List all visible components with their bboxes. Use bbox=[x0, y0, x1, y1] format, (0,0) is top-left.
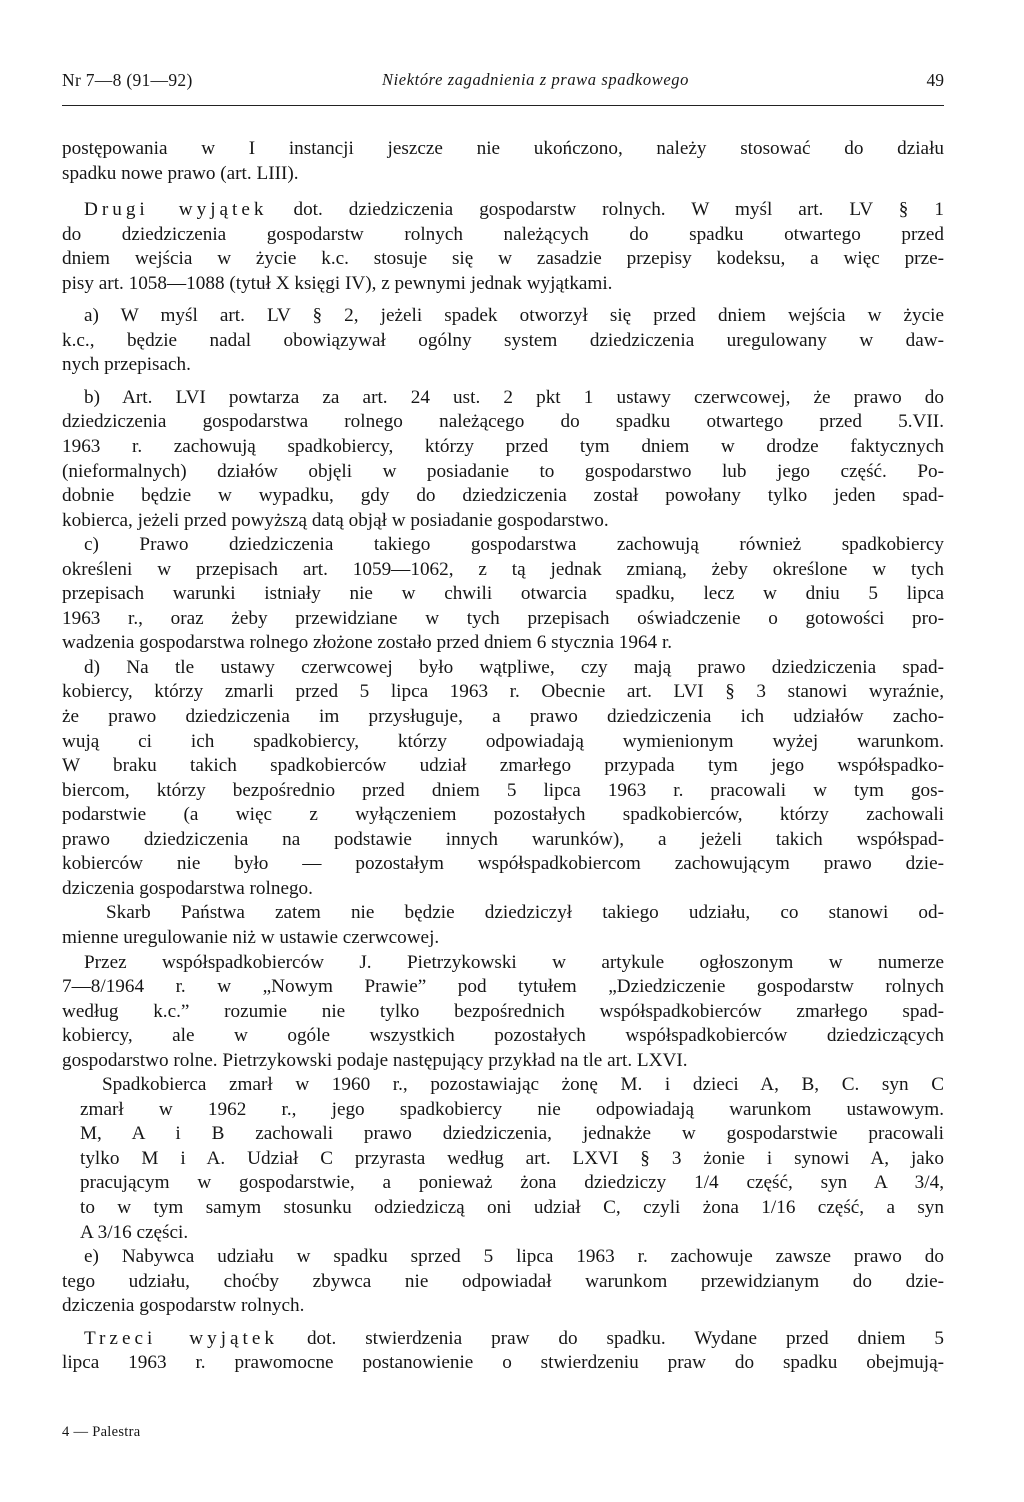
text-line: kobiercy, ale w ogóle wszystkich pozostałych współspadkobierców dziedziczących bbox=[62, 1025, 944, 1047]
paragraph-second-exception bbox=[62, 198, 944, 296]
text-line: dziedziczenia gospodarstwa rolnego należącego do spadku otwartego przed 5.VII. bbox=[62, 411, 944, 433]
item-a bbox=[62, 304, 944, 378]
text-run: dot. stwierdzenia praw do spadku. Wydane przed dniem 5 bbox=[278, 1327, 944, 1349]
item-d bbox=[62, 656, 944, 901]
spaced-heading: Drugi wyjątek bbox=[84, 199, 268, 221]
text-line: (nieformalnych) działów objęli w posiadanie to gospodarstwo lub jego część. Po- bbox=[62, 460, 944, 482]
text-line: dobnie będzie w wypadku, gdy do dziedziczenia został powołany tylko jeden spad- bbox=[62, 485, 944, 507]
text-line: kobiercy, którzy zmarli przed 5 lipca 1963 r. Obecnie art. LVI § 3 stanowi wyraźnie, bbox=[62, 681, 944, 703]
text-line: kobierców nie było — pozostałym współspadkobiercom zachowującym prawo dzie- bbox=[62, 853, 944, 875]
paragraph-skarb bbox=[62, 901, 944, 950]
text-line: 1963 r. zachowują spadkobiercy, którzy przed tym dniem w drodze faktycznych bbox=[62, 436, 944, 458]
text-line: 1963 r., oraz żeby przewidziane w tych przepisach oświadczenie o gotowości pro- bbox=[62, 607, 944, 629]
spaced-heading: Trzeci wyjątek bbox=[84, 1327, 278, 1349]
text-line: d) Na tle ustawy czerwcowej było wątpliwe, czy mają prawo dziedziczenia spad- bbox=[84, 656, 944, 678]
text-line bbox=[62, 198, 944, 223]
text-run: dot. dziedziczenia gospodarstw rolnych. W myśl art. LV § 1 bbox=[267, 199, 944, 221]
paragraph-pietrzykowski bbox=[62, 951, 944, 1074]
text-line: pisy art. 1058—1088 (tytuł X księgi IV), z pewnymi jednak wyjątkami. bbox=[62, 272, 613, 294]
text-line: b) Art. LVI powtarza za art. 24 ust. 2 pkt 1 ustawy czerwcowej, że prawo do bbox=[84, 386, 944, 408]
text-line: kobierca, jeżeli przed powyższą datą objął w posiadanie gospodarstwo. bbox=[62, 509, 609, 531]
text-line: M, A i B zachowali prawo dziedziczenia, jednakże w gospodarstwie pracowali bbox=[80, 1123, 944, 1145]
text-line: określeni w przepisach art. 1059—1062, z tą jednak zmianą, żeby określone w tych bbox=[62, 558, 944, 580]
text-line: Skarb Państwa zatem nie będzie dziedziczył takiego udziału, co stanowi od- bbox=[106, 902, 944, 924]
text-line bbox=[62, 1327, 944, 1352]
paragraph-intro bbox=[62, 137, 944, 186]
item-c bbox=[62, 533, 944, 656]
text-line: tylko M i A. Udział C przyrasta według art. LXVI § 3 żonie i synowi A, jako bbox=[80, 1147, 944, 1169]
text-line: W braku takich spadkobierców udział zmarłego przypada tym jego współspadko- bbox=[62, 755, 944, 777]
text-line: A 3/16 części. bbox=[80, 1221, 189, 1243]
text-line: dniem wejścia w życie k.c. stosuje się w zasadzie przepisy kodeksu, a więc prze- bbox=[62, 248, 944, 270]
text-line: wadzenia gospodarstwa rolnego złożone zostało przed dniem 6 stycznia 1964 r. bbox=[62, 632, 673, 654]
text-line: c) Prawo dziedziczenia takiego gospodarstwa zachowują również spadkobiercy bbox=[84, 534, 944, 556]
text-line: Przez współspadkobierców J. Pietrzykowski w artykule ogłoszonym w numerze bbox=[84, 951, 944, 973]
text-line: biercom, którzy bezpośrednio przed dniem 5 lipca 1963 r. pracowali w tym gos- bbox=[62, 779, 944, 801]
text-line: zmarł w 1962 r., jego spadkobiercy nie odpowiadają warunkom ustawowym. bbox=[80, 1098, 944, 1120]
text-line: 7—8/1964 r. w „Nowym Prawie” pod tytułem „Dziedziczenie gospodarstw rolnych bbox=[62, 976, 944, 998]
text-line: a) W myśl art. LV § 2, jeżeli spadek otworzył się przed dniem wejścia w życie bbox=[84, 305, 944, 327]
running-title: Niektóre zagadnienia z prawa spadkowego bbox=[382, 70, 689, 89]
header-rule bbox=[62, 105, 944, 106]
running-header bbox=[62, 70, 944, 96]
text-line: dziczenia gospodarstwa rolnego. bbox=[62, 877, 313, 899]
text-line: według k.c.” rozumie nie tylko bezpośrednich współspadkobierców zmarłego spad- bbox=[62, 1000, 944, 1022]
text-line: że prawo dziedziczenia im przysługuje, a prawo dziedziczenia ich udziałów zacho- bbox=[62, 706, 944, 728]
issue-number: Nr 7—8 (91—92) bbox=[62, 70, 193, 90]
text-line: lipca 1963 r. prawomocne postanowienie o stwierdzeniu praw do spadku obejmują- bbox=[62, 1352, 944, 1374]
text-line: dziczenia gospodarstw rolnych. bbox=[62, 1295, 305, 1317]
text-line: k.c., będzie nadal obowiązywał ogólny system dziedziczenia uregulowany w daw- bbox=[62, 329, 944, 351]
example-block bbox=[62, 1073, 944, 1245]
text-line: mienne uregulowanie niż w ustawie czerwcowej. bbox=[62, 926, 440, 948]
page-body bbox=[62, 137, 944, 1376]
text-line: podarstwie (a więc z wyłączeniem pozostałych spadkobierców, którzy zachowali bbox=[62, 804, 944, 826]
text-line: do dziedziczenia gospodarstw rolnych należących do spadku otwartego przed bbox=[62, 223, 944, 245]
text-line: przepisach warunki istniały nie w chwili otwarcia spadku, lecz w dniu 5 lipca bbox=[62, 583, 944, 605]
item-b bbox=[62, 386, 944, 533]
text-line: pracującym w gospodarstwie, a ponieważ żona dziedziczy 1/4 część, syn A 3/4, bbox=[80, 1172, 944, 1194]
text-line: spadku nowe prawo (art. LIII). bbox=[62, 162, 299, 184]
text-line: gospodarstwo rolne. Pietrzykowski podaje następujący przykład na tle art. LXVI. bbox=[62, 1049, 688, 1071]
signature-mark: 4 — Palestra bbox=[62, 1424, 141, 1440]
text-line: prawo dziedziczenia na podstawie innych warunków), a jeżeli takich współspad- bbox=[62, 828, 944, 850]
text-line: e) Nabywca udziału w spadku sprzed 5 lipca 1963 r. zachowuje zawsze prawo do bbox=[84, 1246, 944, 1268]
text-line: tego udziału, choćby zbywca nie odpowiadał warunkom przewidzianym do dzie- bbox=[62, 1270, 944, 1292]
text-line: Spadkobierca zmarł w 1960 r., pozostawiając żonę M. i dzieci A, B, C. syn C bbox=[102, 1074, 944, 1096]
text-line: wują ci ich spadkobiercy, którzy odpowiadają wymienionym wyżej warunkom. bbox=[62, 730, 944, 752]
page-number: 49 bbox=[926, 70, 944, 90]
text-line: nych przepisach. bbox=[62, 354, 191, 376]
paragraph-third-exception bbox=[62, 1327, 944, 1376]
text-line: postępowania w I instancji jeszcze nie ukończono, należy stosować do działu bbox=[62, 138, 944, 159]
item-e bbox=[62, 1245, 944, 1319]
text-line: to w tym samym stosunku odziedziczą oni udział C, czyli żona 1/16 część, a syn bbox=[80, 1196, 944, 1218]
